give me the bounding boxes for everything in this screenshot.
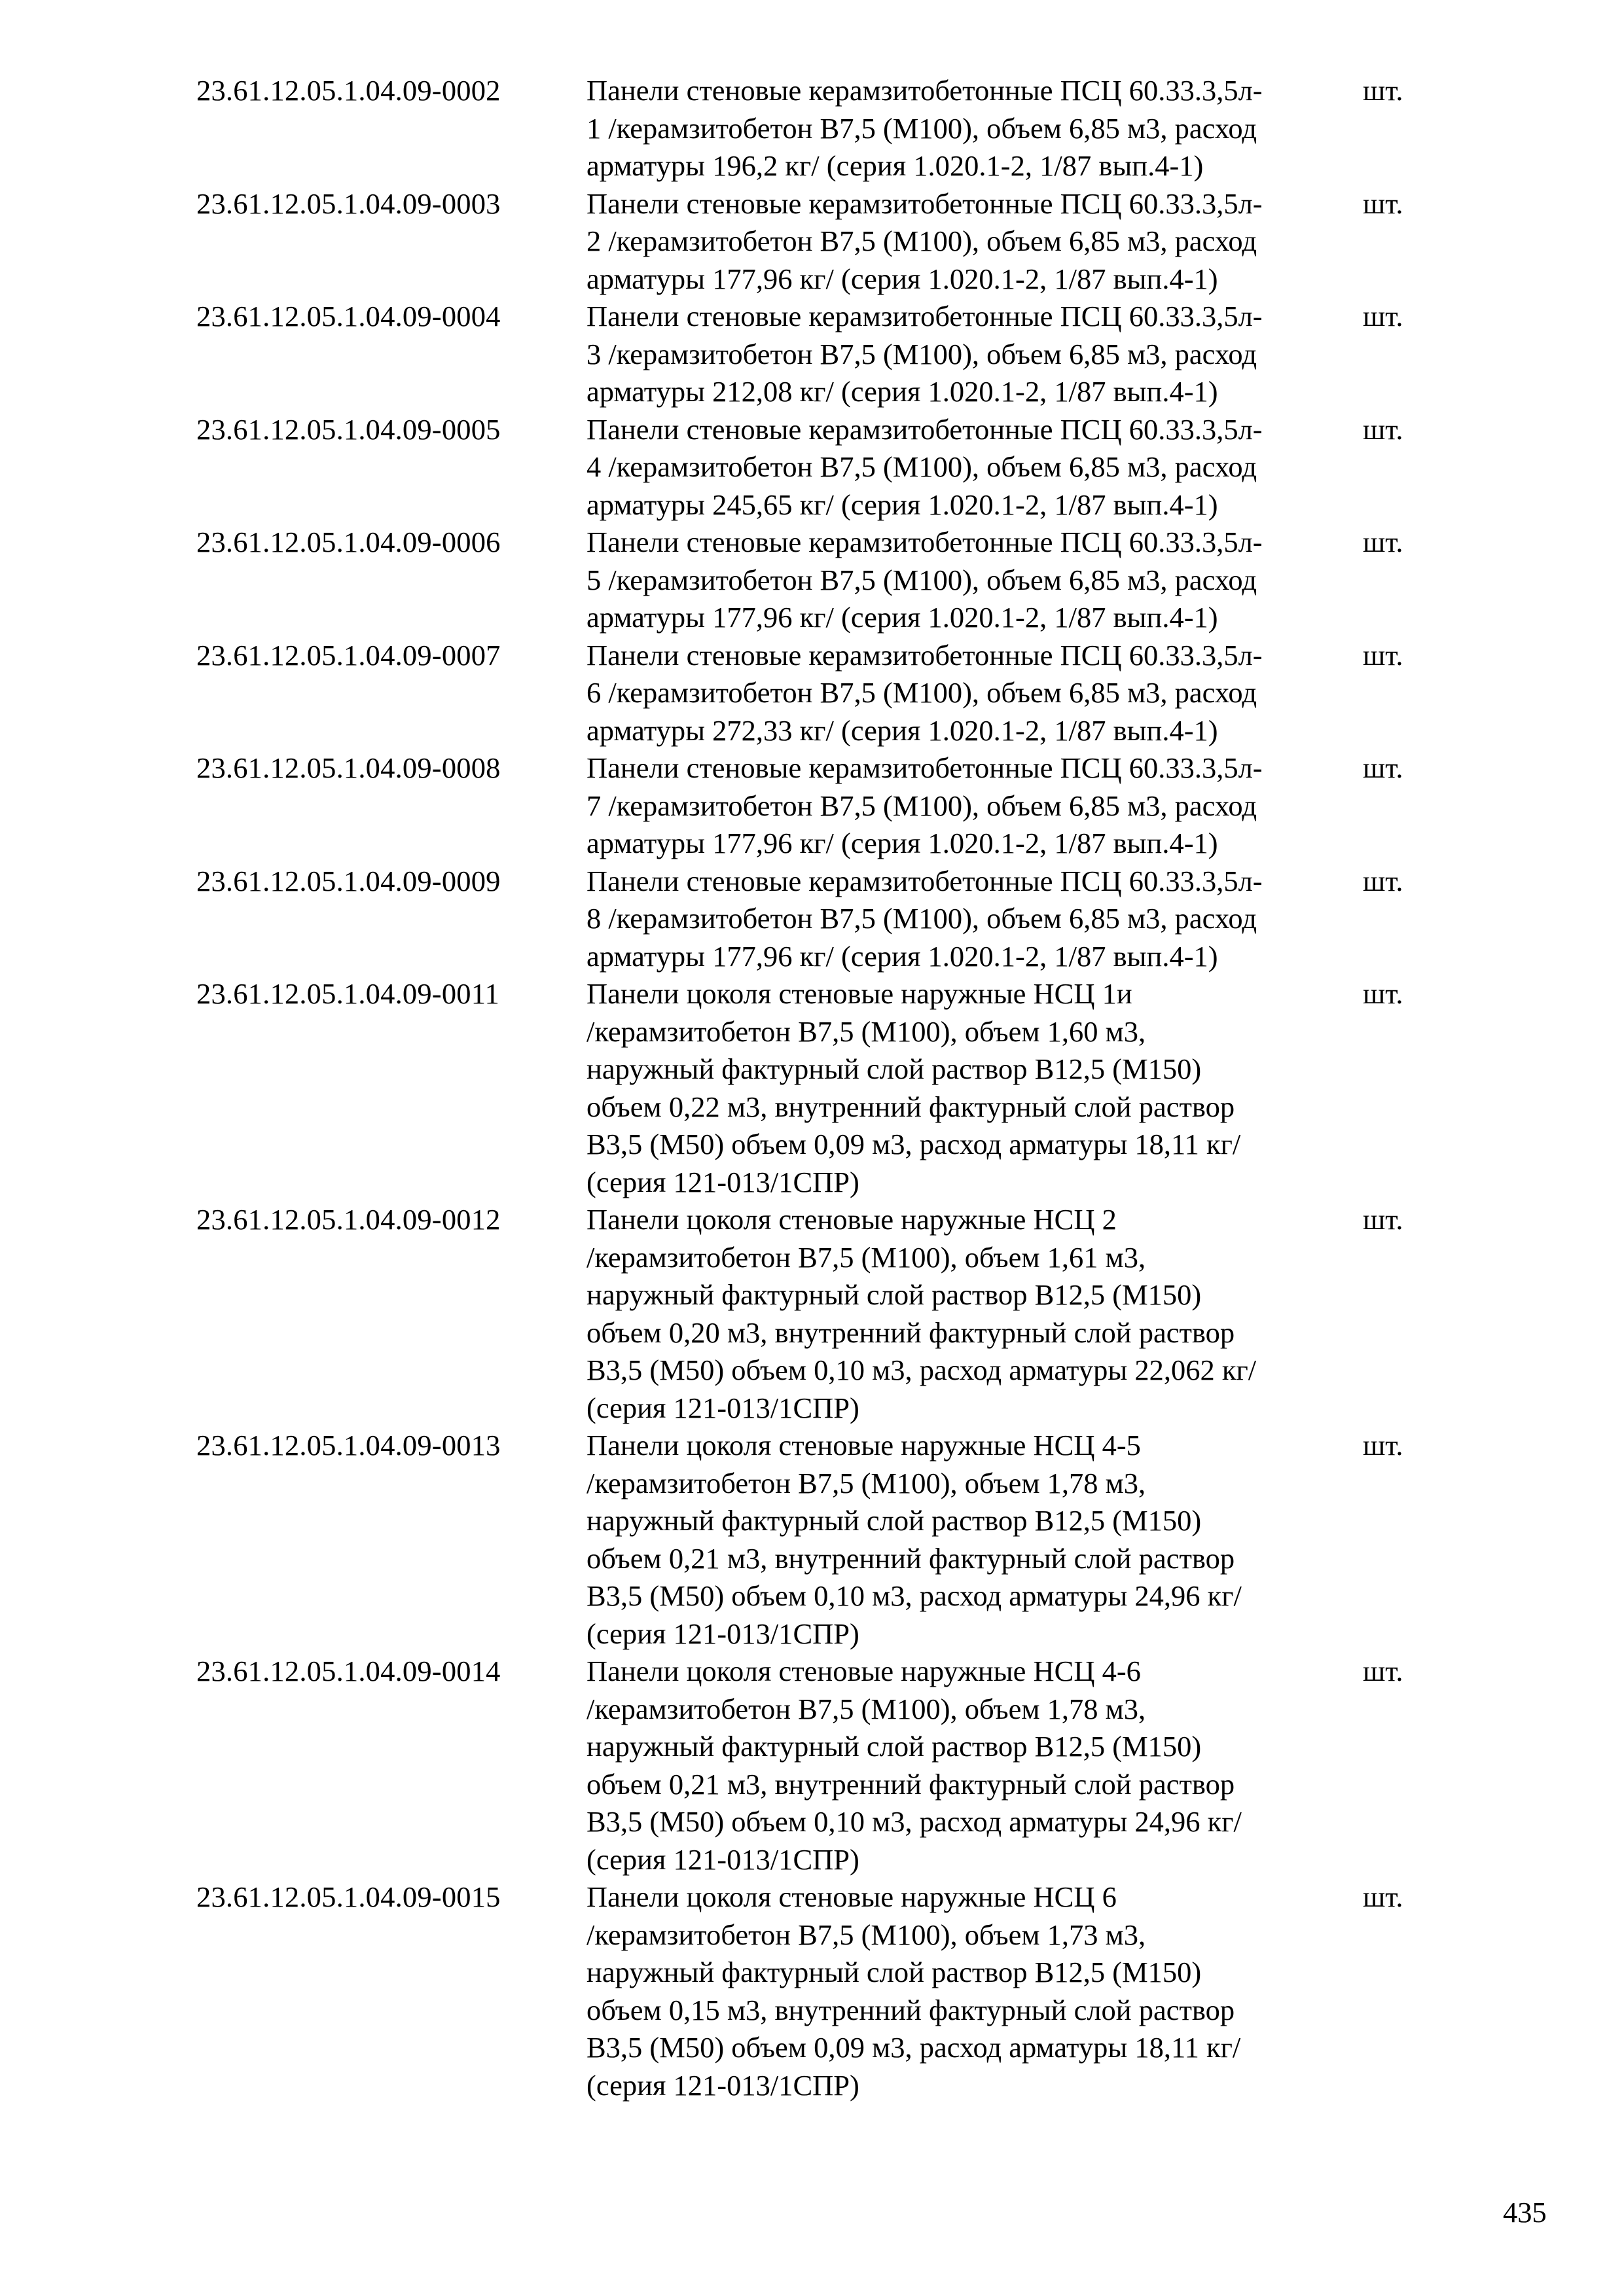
item-unit: шт. [1363,638,1403,672]
table-row [196,637,1440,750]
item-unit: шт. [1363,74,1403,107]
item-description: Панели стеновые керамзитобетонные ПСЦ 60.33.3,5л- 5 /керамзитобетон В7,5 (М100), объем 6,85 м3, расход арматуры 177,96 кг/ (серия 1.020.1-2, 1/87 вып.4-1) [586,526,1263,634]
table-row [196,863,1440,976]
table-row [196,1878,1440,2104]
item-unit: шт. [1363,864,1403,897]
item-unit: шт. [1363,1429,1403,1462]
item-description: Панели стеновые керамзитобетонные ПСЦ 60.33.3,5л- 1 /керамзитобетон В7,5 (М100), объем 6,85 м3, расход арматуры 196,2 кг/ (серия 1.020.1-2, 1/87 вып.4-1) [586,74,1263,182]
table-row [196,1653,1440,1878]
item-unit: шт. [1363,412,1403,446]
table-row [196,72,1440,185]
item-code: 23.61.12.05.1.04.09-0011 [196,977,499,1010]
page-number: 435 [1503,2196,1547,2229]
item-description: Панели стеновые керамзитобетонные ПСЦ 60.33.3,5л- 7 /керамзитобетон В7,5 (М100), объем 6,85 м3, расход арматуры 177,96 кг/ (серия 1.020.1-2, 1/87 вып.4-1) [586,751,1263,859]
price-list-table [196,72,1440,2104]
table-row [196,524,1440,637]
item-description: Панели цоколя стеновые наружные НСЦ 2 /керамзитобетон В7,5 (М100), объем 1,61 м3, наружный фактурный слой раствор В12,5 (М150) объем 0,20 м3, внутренний фактурный слой раствор В3,5 (М50) объем 0,10 м3, расход арматуры 22,062 кг/ (серия 121-013/1СПР) [586,1203,1257,1424]
item-description: Панели цоколя стеновые наружные НСЦ 1и /керамзитобетон В7,5 (М100), объем 1,60 м3, наружный фактурный слой раствор В12,5 (М150) объем 0,22 м3, внутренний фактурный слой раствор В3,5 (М50) объем 0,09 м3, расход арматуры 18,11 кг/ (серия 121-013/1СПР) [586,977,1241,1198]
item-unit: шт. [1363,187,1403,220]
item-code: 23.61.12.05.1.04.09-0015 [196,1880,501,1913]
item-code: 23.61.12.05.1.04.09-0005 [196,412,501,446]
item-code: 23.61.12.05.1.04.09-0013 [196,1429,501,1462]
item-description: Панели стеновые керамзитобетонные ПСЦ 60.33.3,5л- 2 /керамзитобетон В7,5 (М100), объем 6,85 м3, расход арматуры 177,96 кг/ (серия 1.020.1-2, 1/87 вып.4-1) [586,187,1263,295]
item-unit: шт. [1363,977,1403,1010]
table-row [196,185,1440,298]
item-code: 23.61.12.05.1.04.09-0012 [196,1203,501,1236]
table-row [196,975,1440,1201]
item-code: 23.61.12.05.1.04.09-0008 [196,751,501,784]
table-row [196,298,1440,411]
item-code: 23.61.12.05.1.04.09-0009 [196,864,501,897]
item-code: 23.61.12.05.1.04.09-0003 [196,187,501,220]
table-row [196,1427,1440,1653]
item-description: Панели стеновые керамзитобетонные ПСЦ 60.33.3,5л- 6 /керамзитобетон В7,5 (М100), объем 6,85 м3, расход арматуры 272,33 кг/ (серия 1.020.1-2, 1/87 вып.4-1) [586,638,1263,747]
item-code: 23.61.12.05.1.04.09-0014 [196,1655,501,1687]
table-row [196,411,1440,524]
table-row [196,1201,1440,1427]
item-description: Панели стеновые керамзитобетонные ПСЦ 60.33.3,5л- 3 /керамзитобетон В7,5 (М100), объем 6,85 м3, расход арматуры 212,08 кг/ (серия 1.020.1-2, 1/87 вып.4-1) [586,300,1263,408]
item-unit: шт. [1363,526,1403,558]
item-code: 23.61.12.05.1.04.09-0002 [196,74,501,107]
item-unit: шт. [1363,1880,1403,1913]
item-code: 23.61.12.05.1.04.09-0006 [196,526,501,558]
item-description: Панели цоколя стеновые наружные НСЦ 4-6 /керамзитобетон В7,5 (М100), объем 1,78 м3, наружный фактурный слой раствор В12,5 (М150) объем 0,21 м3, внутренний фактурный слой раствор В3,5 (М50) объем 0,10 м3, расход арматуры 24,96 кг/ (серия 121-013/1СПР) [586,1655,1242,1876]
item-code: 23.61.12.05.1.04.09-0004 [196,300,501,332]
item-description: Панели стеновые керамзитобетонные ПСЦ 60.33.3,5л- 8 /керамзитобетон В7,5 (М100), объем 6,85 м3, расход арматуры 177,96 кг/ (серия 1.020.1-2, 1/87 вып.4-1) [586,864,1263,973]
item-code: 23.61.12.05.1.04.09-0007 [196,638,501,672]
item-unit: шт. [1363,1203,1403,1236]
item-description: Панели цоколя стеновые наружные НСЦ 6 /керамзитобетон В7,5 (М100), объем 1,73 м3, наружный фактурный слой раствор В12,5 (М150) объем 0,15 м3, внутренний фактурный слой раствор В3,5 (М50) объем 0,09 м3, расход арматуры 18,11 кг/ (серия 121-013/1СПР) [586,1880,1241,2102]
item-unit: шт. [1363,300,1403,332]
item-unit: шт. [1363,751,1403,784]
table-row [196,749,1440,863]
item-unit: шт. [1363,1655,1403,1687]
item-description: Панели стеновые керамзитобетонные ПСЦ 60.33.3,5л- 4 /керамзитобетон В7,5 (М100), объем 6,85 м3, расход арматуры 245,65 кг/ (серия 1.020.1-2, 1/87 вып.4-1) [586,412,1263,521]
item-description: Панели цоколя стеновые наружные НСЦ 4-5 /керамзитобетон В7,5 (М100), объем 1,78 м3, наружный фактурный слой раствор В12,5 (М150) объем 0,21 м3, внутренний фактурный слой раствор В3,5 (М50) объем 0,10 м3, расход арматуры 24,96 кг/ (серия 121-013/1СПР) [586,1429,1242,1650]
